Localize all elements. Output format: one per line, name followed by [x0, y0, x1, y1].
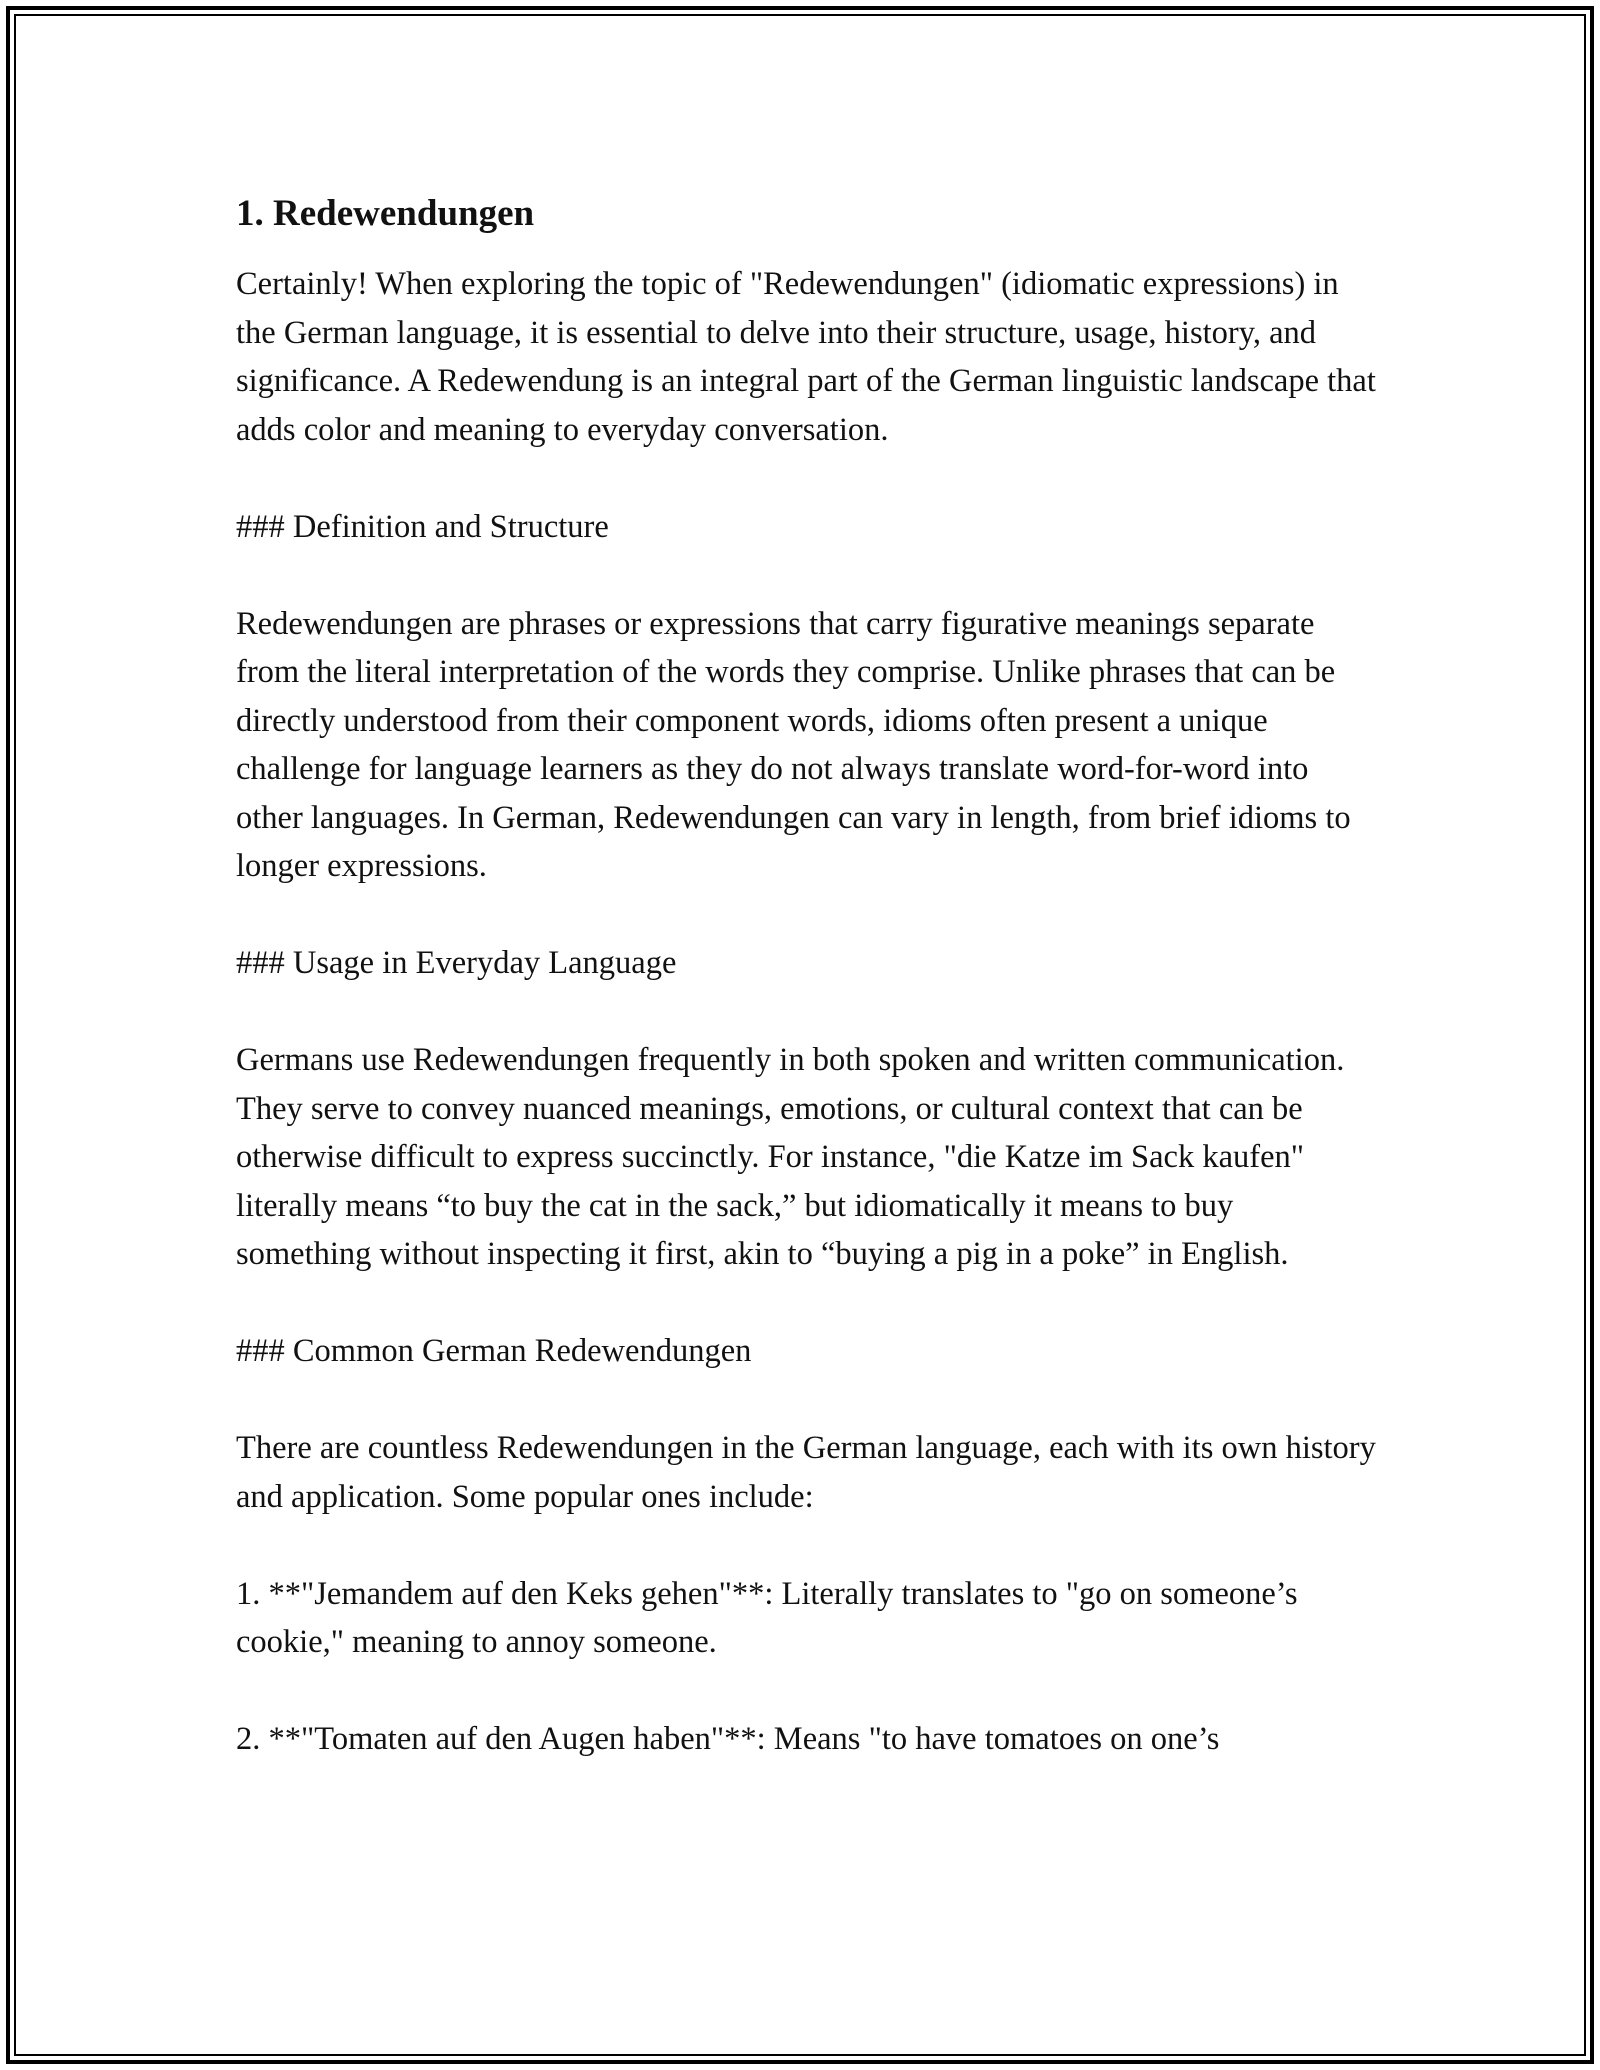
- section-title: 1. Redewendungen: [236, 193, 535, 234]
- usage-paragraph: Germans use Redewendungen frequently in both spoken and written communication. They serve to convey nuanced meanings, emotions, or cultural context that can be otherwise difficult to express succinctly. For instance, "die Katze im Sack kaufen" literally means “to buy the cat in the sack,” but idiomatically it means to buy something without inspecting it first, akin to “buying a pig in a poke” in English.: [236, 1042, 1345, 1272]
- heading-definition-structure: ### Definition and Structure: [236, 508, 609, 545]
- list-item: 1. **"Jemandem auf den Keks gehen"**: Literally translates to "go on someone’s cookie," meaning to annoy someone.: [236, 1575, 1298, 1660]
- heading-usage: ### Usage in Everyday Language: [236, 945, 677, 981]
- document-body: [236, 186, 1376, 1812]
- intro-paragraph: Certainly! When exploring the topic of "Redewendungen" (idiomatic expressions) in the German language, it is essential to delve into their structure, usage, history, and significance. A Redewendung is an integral part of the German linguistic landscape that adds color and meaning to everyday conversation.: [236, 266, 1376, 448]
- heading-common: ### Common German Redewendungen: [236, 1333, 752, 1369]
- list-item: 2. **"Tomaten auf den Augen haben"**: Means "to have tomatoes on one’s: [236, 1721, 1220, 1757]
- common-paragraph: There are countless Redewendungen in the German language, each with its own history and application. Some popular ones include:: [236, 1430, 1376, 1515]
- definition-paragraph: Redewendungen are phrases or expressions that carry figurative meanings separate from the literal interpretation of the words they comprise. Unlike phrases that can be directly understood from their component words, idioms often present a unique challenge for language learners as they do not always translate word-for-word into other languages. In German, Redewendungen can vary in length, from brief idioms to longer expressions.: [236, 605, 1351, 884]
